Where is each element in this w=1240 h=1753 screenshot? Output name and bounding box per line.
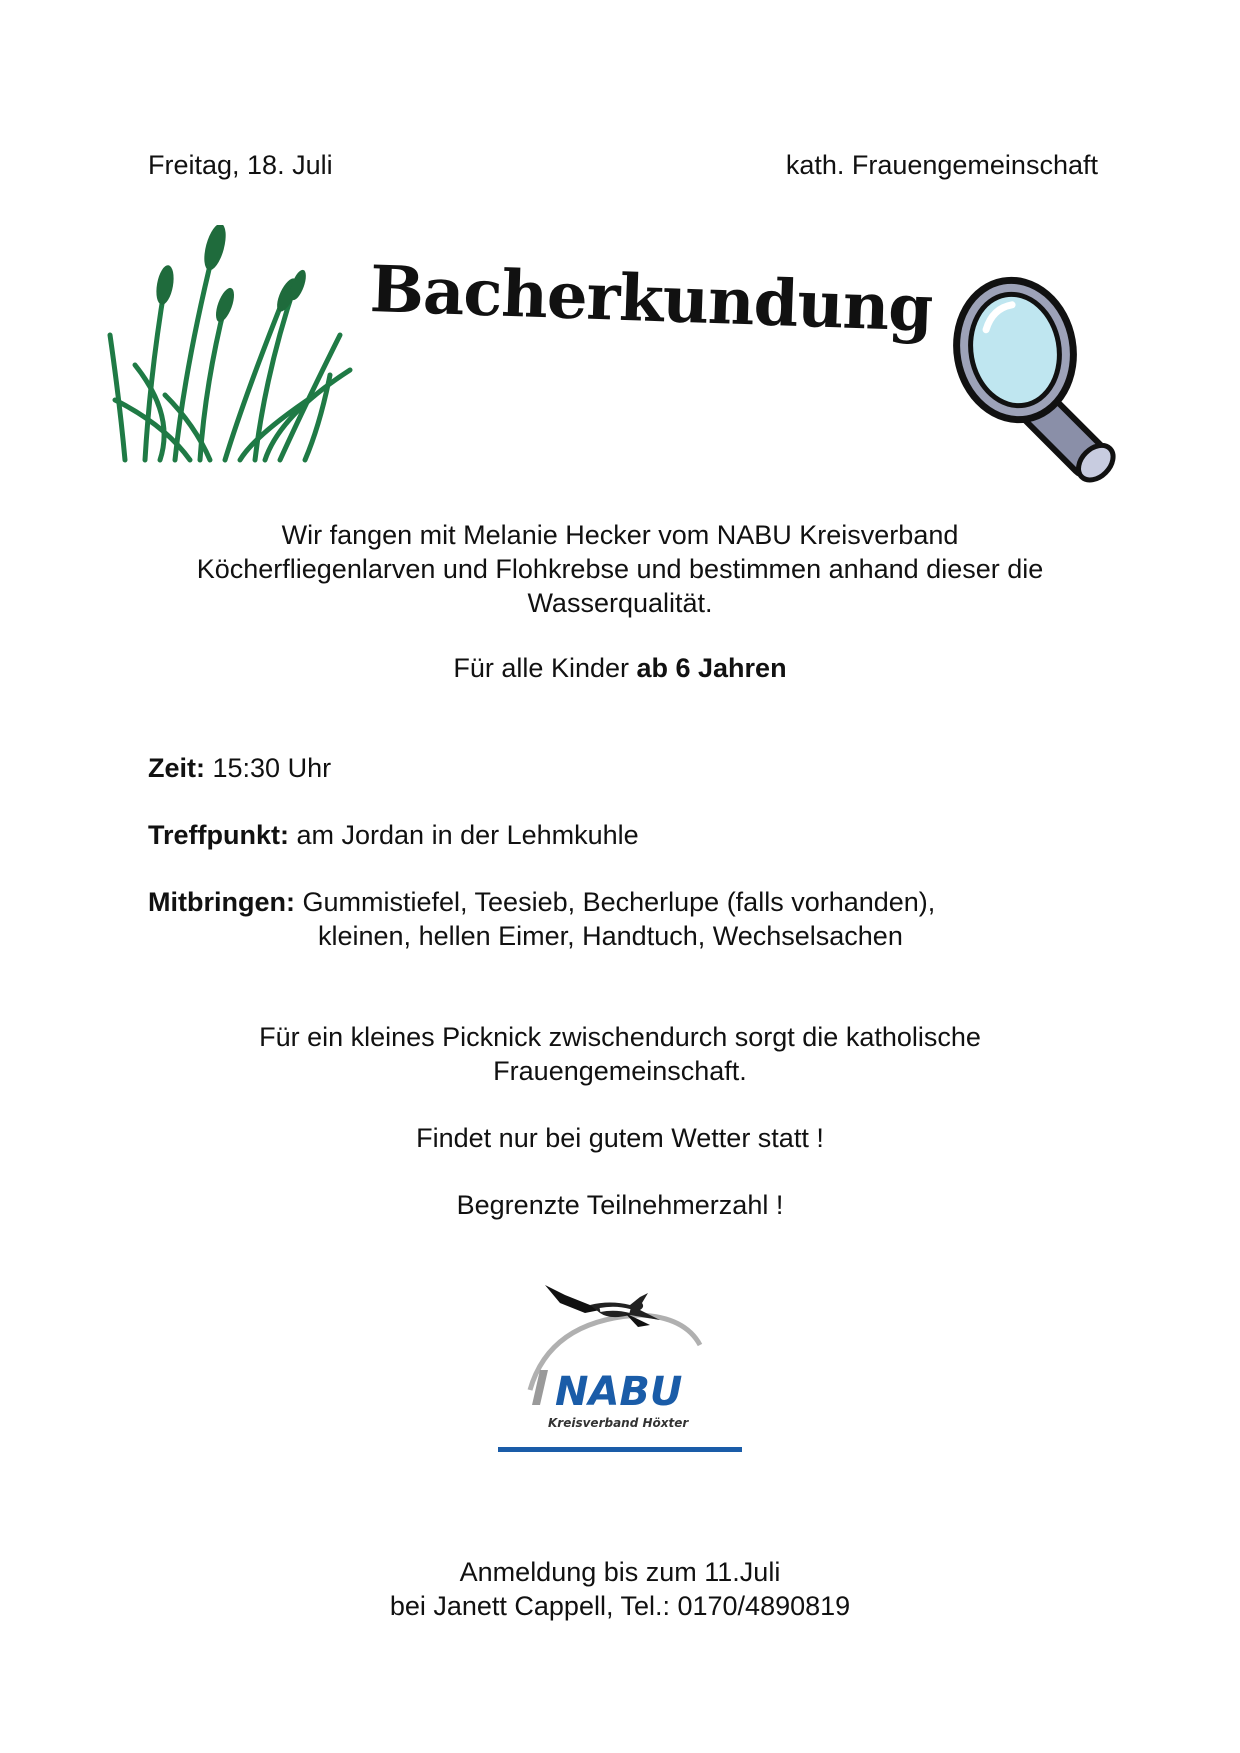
bring-value: Gummistiefel, Teesieb, Becherlupe (falls vorhanden), <box>294 887 936 917</box>
bring-row-continued: kleinen, hellen Eimer, Handtuch, Wechselsachen <box>318 921 903 951</box>
picnic-line: Für ein kleines Picknick zwischendurch sorgt die katholische <box>259 1022 981 1052</box>
intro-line: Wir fangen mit Melanie Hecker vom NABU Kreisverband <box>281 520 959 550</box>
limit-note: Begrenzte Teilnehmerzahl ! <box>456 1190 784 1220</box>
event-date: Freitag, 18. Juli <box>148 150 333 180</box>
meeting-value: am Jordan in der Lehmkuhle <box>289 820 639 850</box>
audience-age: ab 6 Jahren <box>636 653 787 683</box>
intro-line: Wasserqualität. <box>527 588 713 618</box>
organizer: kath. Frauengemeinschaft <box>785 150 1098 180</box>
meeting-label: Treffpunkt: <box>148 820 289 850</box>
picnic-line: Frauengemeinschaft. <box>493 1056 747 1086</box>
bring-label: Mitbringen: <box>148 887 295 917</box>
registration-line: Anmeldung bis zum 11.Juli <box>459 1557 781 1587</box>
picnic-text <box>0 1020 1240 1088</box>
time-value: 15:30 Uhr <box>205 753 332 783</box>
intro-text <box>0 518 1240 620</box>
registration-text <box>0 1555 1240 1623</box>
time-label: Zeit: <box>148 753 205 783</box>
nabu-logo <box>490 1275 750 1455</box>
page-title: Bacherkundung <box>368 252 934 347</box>
time-row <box>148 751 331 785</box>
magnifying-glass-icon <box>945 270 1125 500</box>
audience-text <box>0 651 1240 685</box>
logo-name: NABU <box>555 1369 683 1415</box>
logo-subtitle: Kreisverband Höxter <box>548 1416 689 1430</box>
bring-row <box>148 885 935 919</box>
registration-line: bei Janett Cappell, Tel.: 0170/4890819 <box>389 1591 851 1621</box>
reeds-illustration-icon <box>105 225 355 465</box>
intro-line: Köcherfliegenlarven und Flohkrebse und bestimmen anhand dieser die <box>196 554 1044 584</box>
audience-prefix: Für alle Kinder <box>453 653 637 683</box>
weather-note: Findet nur bei gutem Wetter statt ! <box>416 1123 824 1153</box>
meeting-row <box>148 818 639 852</box>
